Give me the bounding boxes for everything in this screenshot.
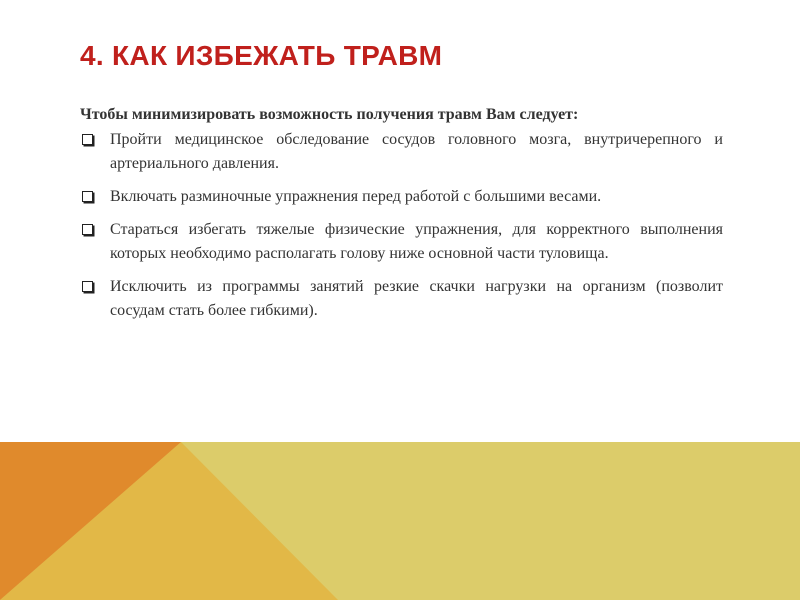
intro-text: Чтобы минимизировать возможность получения травм Вам следует:: [80, 106, 579, 123]
list-item: [80, 218, 723, 266]
checkbox-square-icon: [82, 134, 93, 145]
list-item: [80, 128, 723, 176]
list-item-text: Исключить из программы занятий резкие скачки нагрузки на организм (позволит сосудам стать более гибкими).: [110, 278, 723, 319]
slide-title: 4. КАК ИЗБЕЖАТЬ ТРАВМ: [80, 40, 443, 71]
checkbox-square-icon: [82, 281, 93, 292]
list-item-text: Включать разминочные упражнения перед работой с большими весами.: [110, 188, 602, 205]
list-item: [80, 185, 723, 209]
list-item-text: Пройти медицинское обследование сосудов головного мозга, внутричерепного и артериального давления.: [110, 131, 723, 172]
list-item-text: Стараться избегать тяжелые физические упражнения, для корректного выполнения которых необходимо располагать голову ниже основной части туловища.: [110, 221, 723, 262]
slide-content: [80, 104, 723, 332]
checkbox-square-icon: [82, 191, 93, 202]
checkbox-square-icon: [82, 224, 93, 235]
list-item: [80, 275, 723, 323]
